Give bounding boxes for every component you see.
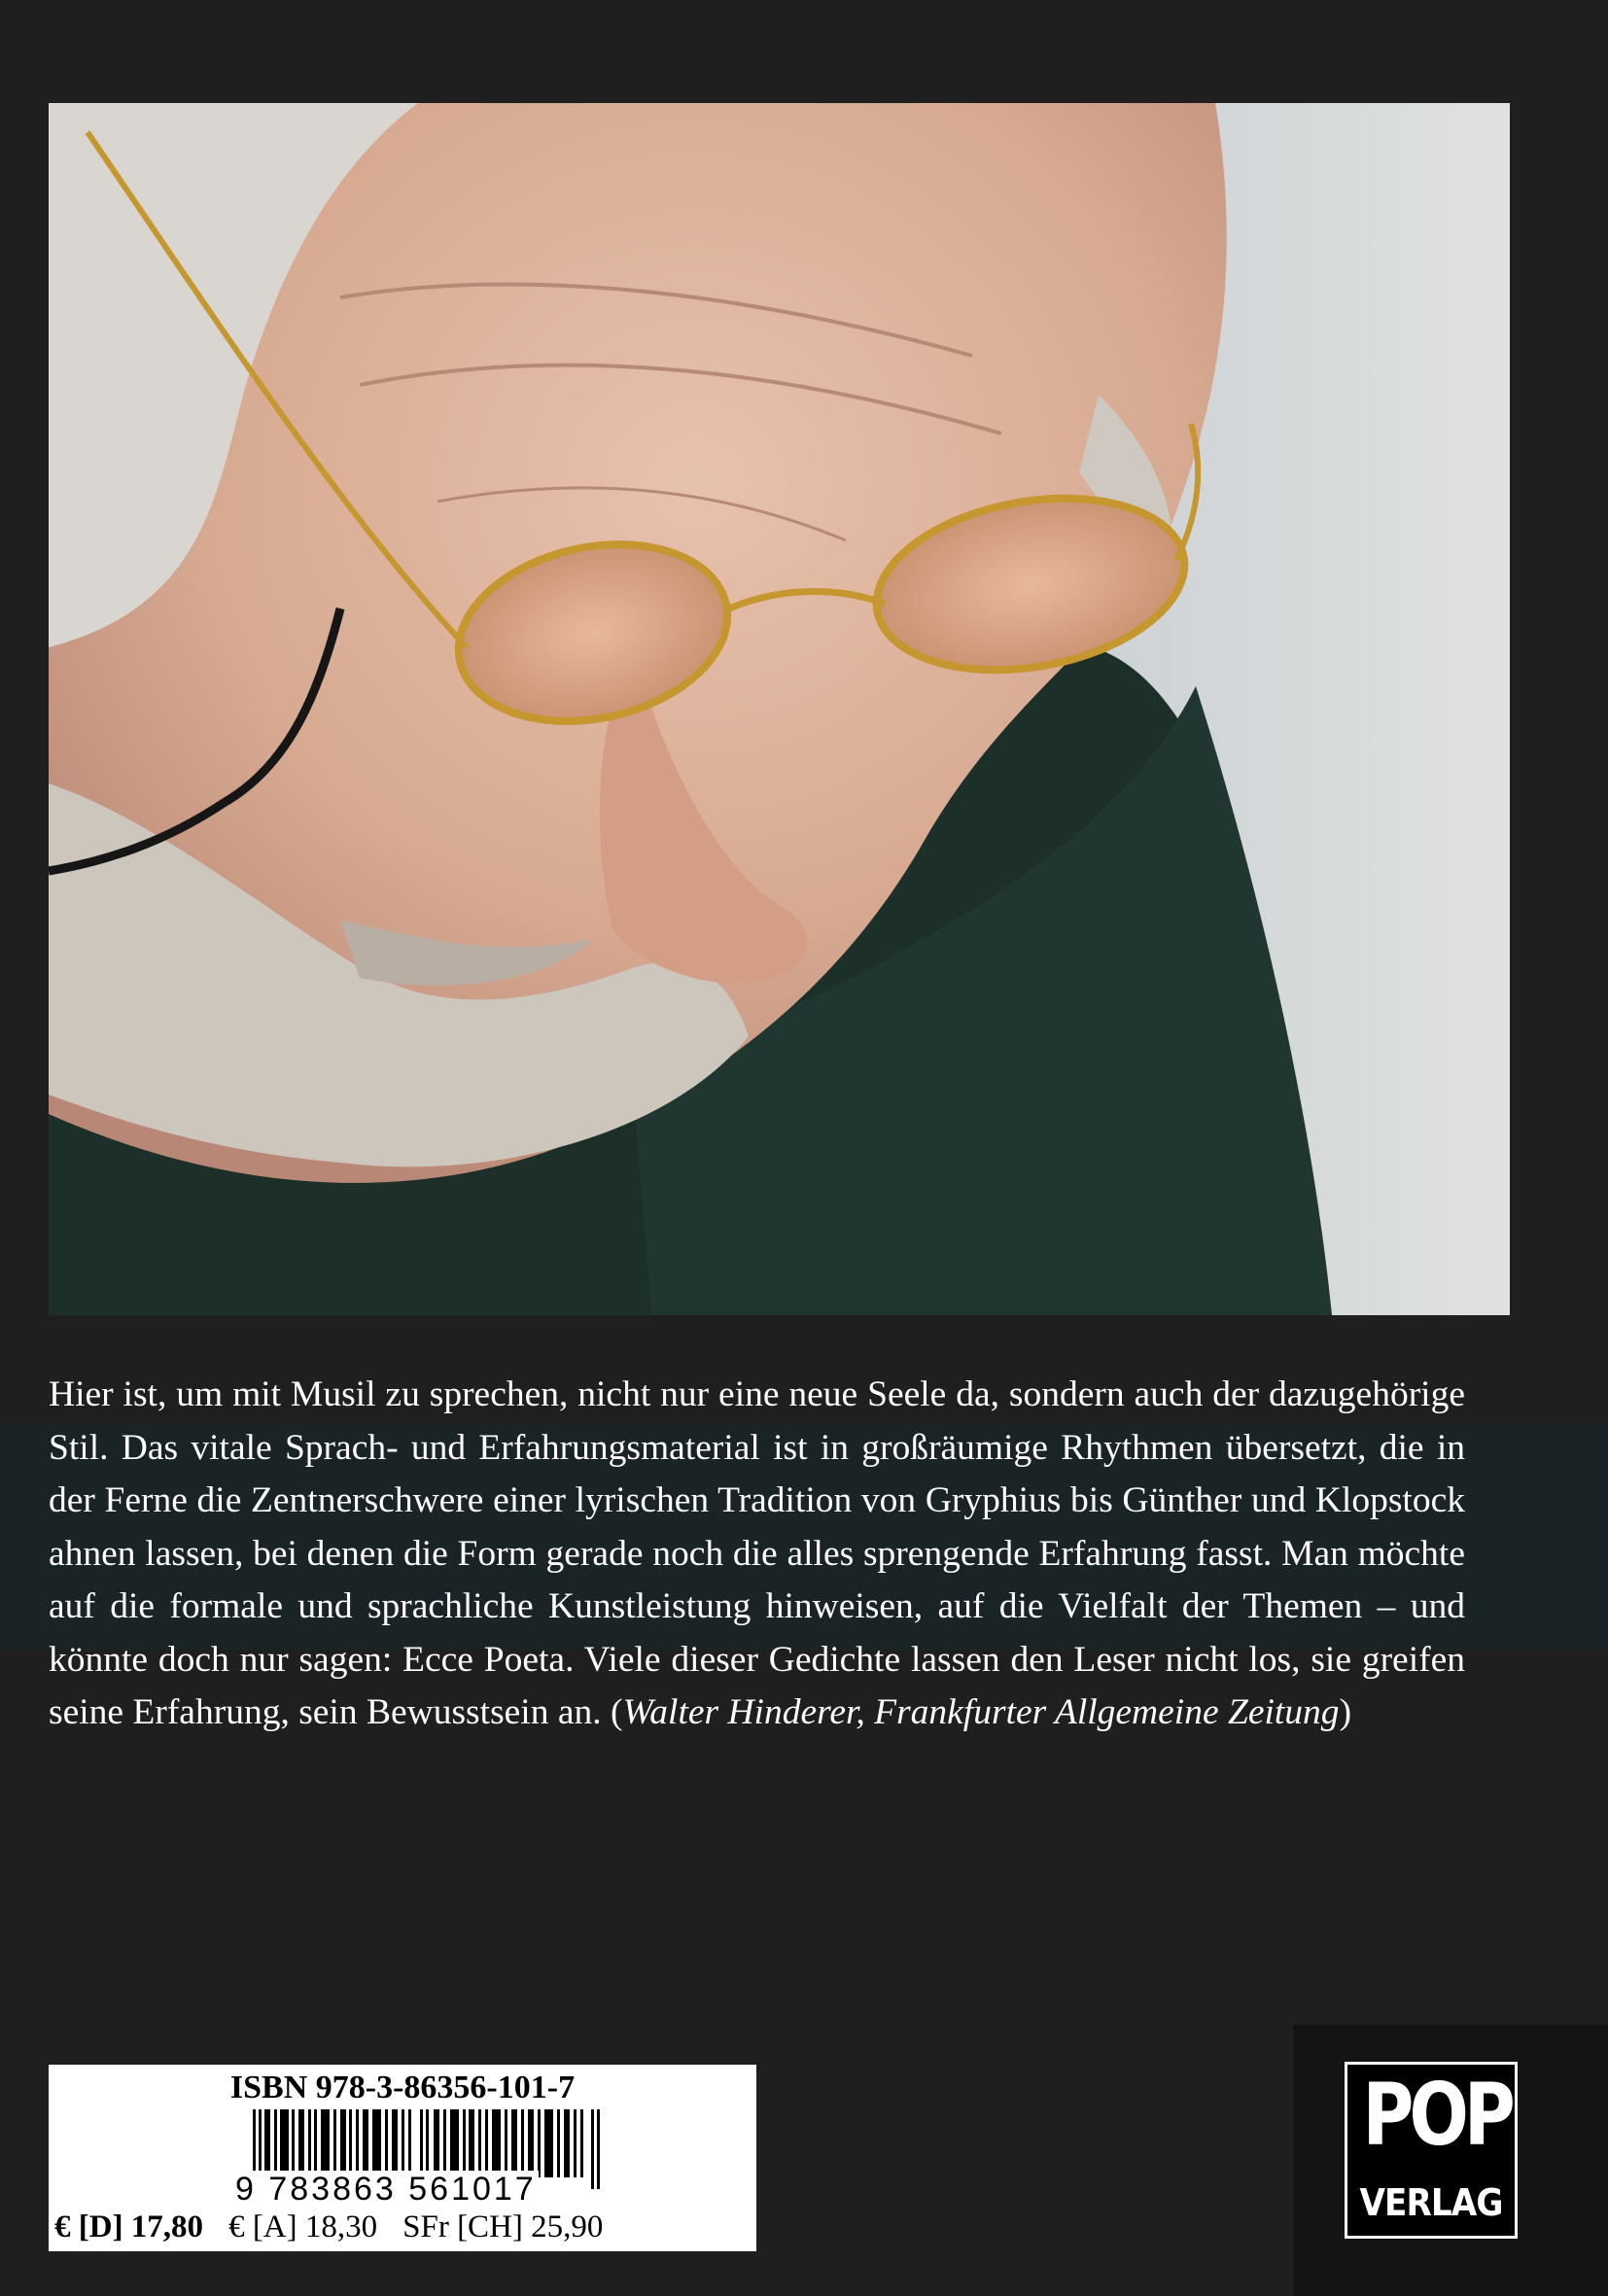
blurb-attribution: Walter Hinderer, Frankfurter Allgemeine Zeitung: [622, 1692, 1340, 1732]
author-portrait-icon: [49, 103, 1510, 1315]
blurb-text: Hier ist, um mit Musil zu sprechen, nicht nur eine neue Seele da, sondern auch der dazugehörige Stil. Das vitale Sprach- und Erfahrungsmaterial ist in großräumige Rhythmen übersetzt, die in der Ferne die Zentnerschwere einer lyrischen Tradition von Gryphius bis Günther und Klopstock ahnen lassen, bei denen die Form gerade noch die alles sprengende Erfahrung fasst. Man möchte auf die formale und sprachliche Kunstleistung hinweisen, auf die Vielfalt der Themen – und könnte doch nur sagen: Ecce Poeta. Viele dieser Gedichte lassen den Leser nicht los, sie greifen seine Erfahrung, sein Bewusstsein an. (: [49, 1374, 1465, 1732]
isbn-price-label: [49, 2065, 756, 2251]
price-austria: € [A] 18,30: [228, 2209, 378, 2244]
publisher-panel: [1293, 2025, 1608, 2296]
price-germany: € [D] 17,80: [54, 2209, 204, 2244]
logo-verlag-text: VERLAG: [1359, 2181, 1503, 2224]
author-photo: [49, 103, 1510, 1315]
publisher-logo: [1345, 2062, 1518, 2239]
price-row: [54, 2209, 751, 2245]
isbn-number: ISBN 978-3-86356-101-7: [229, 2070, 576, 2105]
review-blurb: [49, 1369, 1465, 1740]
blurb-closing: ): [1339, 1692, 1352, 1732]
logo-pop-text: POP: [1362, 2065, 1511, 2165]
barcode-digits: 9 783863 561017: [235, 2171, 537, 2208]
price-switzerland: SFr [CH] 25,90: [402, 2209, 604, 2244]
